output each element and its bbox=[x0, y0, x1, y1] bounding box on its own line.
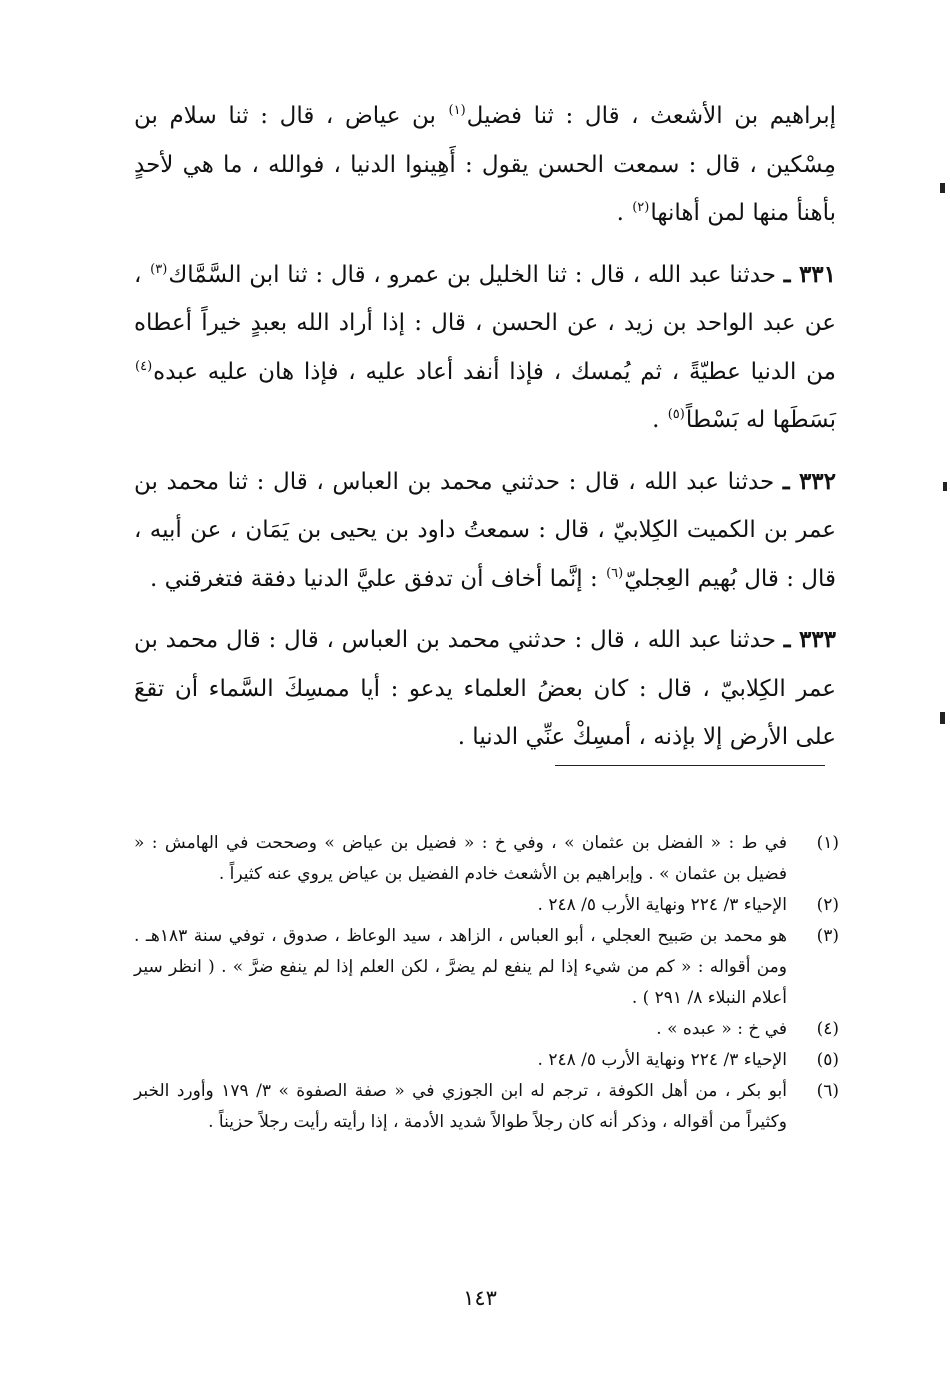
text-run: : إنَّما أخاف أن تدفق عليَّ الدنيا دفقة فتغرقني . bbox=[150, 565, 606, 592]
footnote-text: في ط : « الفضل بن عثمان » ، وفي خ : « فضيل بن عياض » وصححت في الهامش : « فضيل بن عثمان » . وإبراهيم بن الأشعث خادم الفضيل بن عياض يروي عنه كثيراً . bbox=[134, 833, 787, 884]
footnote-reference[interactable]: (٢) bbox=[632, 200, 650, 216]
footnote-text: في خ : « عبده » . bbox=[656, 1019, 787, 1039]
footnote-reference[interactable]: (٤) bbox=[135, 358, 153, 374]
footnote-number: (٥) bbox=[816, 1050, 839, 1070]
text-run: . bbox=[652, 407, 667, 433]
text-run: حدثنا عبد الله ، قال : ثنا الخليل بن عمرو ، قال : ثنا ابن السَّمَّاك bbox=[168, 261, 784, 288]
footnote-item bbox=[134, 828, 839, 890]
text-paragraph bbox=[134, 251, 836, 445]
footnote-number: (٦) bbox=[816, 1081, 839, 1101]
margin-mark bbox=[940, 712, 945, 724]
page-number: ١٤٣ bbox=[463, 1286, 497, 1310]
text-run: ، عن عبد الواحد بن زيد ، عن الحسن ، قال : إذا أراد الله بعبدٍ خيراً أعطاه من الدنيا عطيّةً ، ثم يُمسك ، فإذا أنفد أعاد عليه ، فإذا هان عليه عبده bbox=[134, 261, 836, 385]
text-run: إبراهيم بن الأشعث ، قال : ثنا فضيل bbox=[466, 103, 836, 129]
footnote-item bbox=[134, 1045, 839, 1076]
footnote-text: الإحياء ٣/ ٢٢٤ ونهاية الأرب ٥/ ٢٤٨ . bbox=[537, 1050, 787, 1070]
footnote-text: هو محمد بن صَبيح العجلي ، أبو العباس ، الزاهد ، سيد الوعاظ ، صدوق ، توفي سنة ١٨٣هـ . ومن أقواله : « كم من شيء إذا لم ينفع لم يضرَّ ، لكن العلم إذا لم ينفع ضرَّ » . ( انظر سير أعلام النبلاء ٨/ ٢٩١ ) . bbox=[134, 926, 787, 1008]
footnote-item bbox=[134, 921, 839, 1014]
footnote-text: الإحياء ٣/ ٢٢٤ ونهاية الأرب ٥/ ٢٤٨ . bbox=[537, 895, 787, 915]
footnote-reference[interactable]: (٥) bbox=[667, 407, 685, 423]
entry-number: ٣٣٢ ـ bbox=[782, 467, 837, 495]
margin-mark bbox=[943, 482, 947, 491]
footnote-number: (٢) bbox=[816, 895, 839, 915]
footnotes bbox=[134, 828, 839, 1138]
footnote-reference[interactable]: (٦) bbox=[606, 565, 624, 581]
text-paragraph bbox=[134, 92, 836, 238]
footnote-reference[interactable]: (٣) bbox=[150, 261, 168, 277]
footnote-item bbox=[134, 1014, 839, 1045]
footnote-number: (١) bbox=[816, 833, 839, 853]
footnote-reference[interactable]: (١) bbox=[448, 103, 466, 119]
footnote-item bbox=[134, 1076, 839, 1138]
main-text bbox=[134, 92, 836, 762]
text-run: حدثنا عبد الله ، قال : حدثني محمد بن العباس ، قال : ثنا محمد بن عمر بن الكميت الكِلابيّ ، قال : سمعتُ داود بن يحيى بن يَمَان ، عن أبيه ، قال : قال بُهيم العِجليّ bbox=[134, 468, 836, 592]
footnote-separator bbox=[555, 765, 825, 766]
margin-mark bbox=[940, 183, 945, 193]
entry-number: ٣٣٣ ـ bbox=[783, 626, 836, 653]
footnote-text: أبو بكر ، من أهل الكوفة ، ترجم له ابن الجوزي في « صفة الصفوة » ٣/ ١٧٩ وأورد الخبر وكثيراً من أقواله ، وذكر أنه كان رجلاً طوالاً شديد الأدمة ، إذا رأيته رأيت رجلاً حزيناً . bbox=[134, 1081, 787, 1132]
entry-number: ٣٣١ ـ bbox=[783, 260, 837, 288]
text-run: بن عياض ، قال : ثنا سلام بن مِسْكين ، قال : سمعت الحسن يقول : أَهِينوا الدنيا ، فوالله ، ما هي لأحدٍ بأهنأ منها لمن أهانها bbox=[134, 103, 836, 226]
text-run: . bbox=[616, 200, 632, 226]
text-paragraph bbox=[134, 458, 836, 604]
text-run: بَسَطَها له بَسْطاً bbox=[685, 407, 836, 433]
footnote-number: (٤) bbox=[816, 1019, 839, 1039]
text-run: حدثنا عبد الله ، قال : حدثني محمد بن العباس ، قال : قال محمد بن عمر الكِلابيّ ، قال : كان بعضُ العلماء يدعو : أيا ممسِكَ السَّماء أن تقعَ على الأرض إلا بإذنه ، أمسِكْ عنِّي الدنيا . bbox=[134, 627, 836, 750]
footnote-item bbox=[134, 890, 839, 921]
footnote-number: (٣) bbox=[816, 926, 839, 946]
text-paragraph bbox=[134, 616, 836, 762]
